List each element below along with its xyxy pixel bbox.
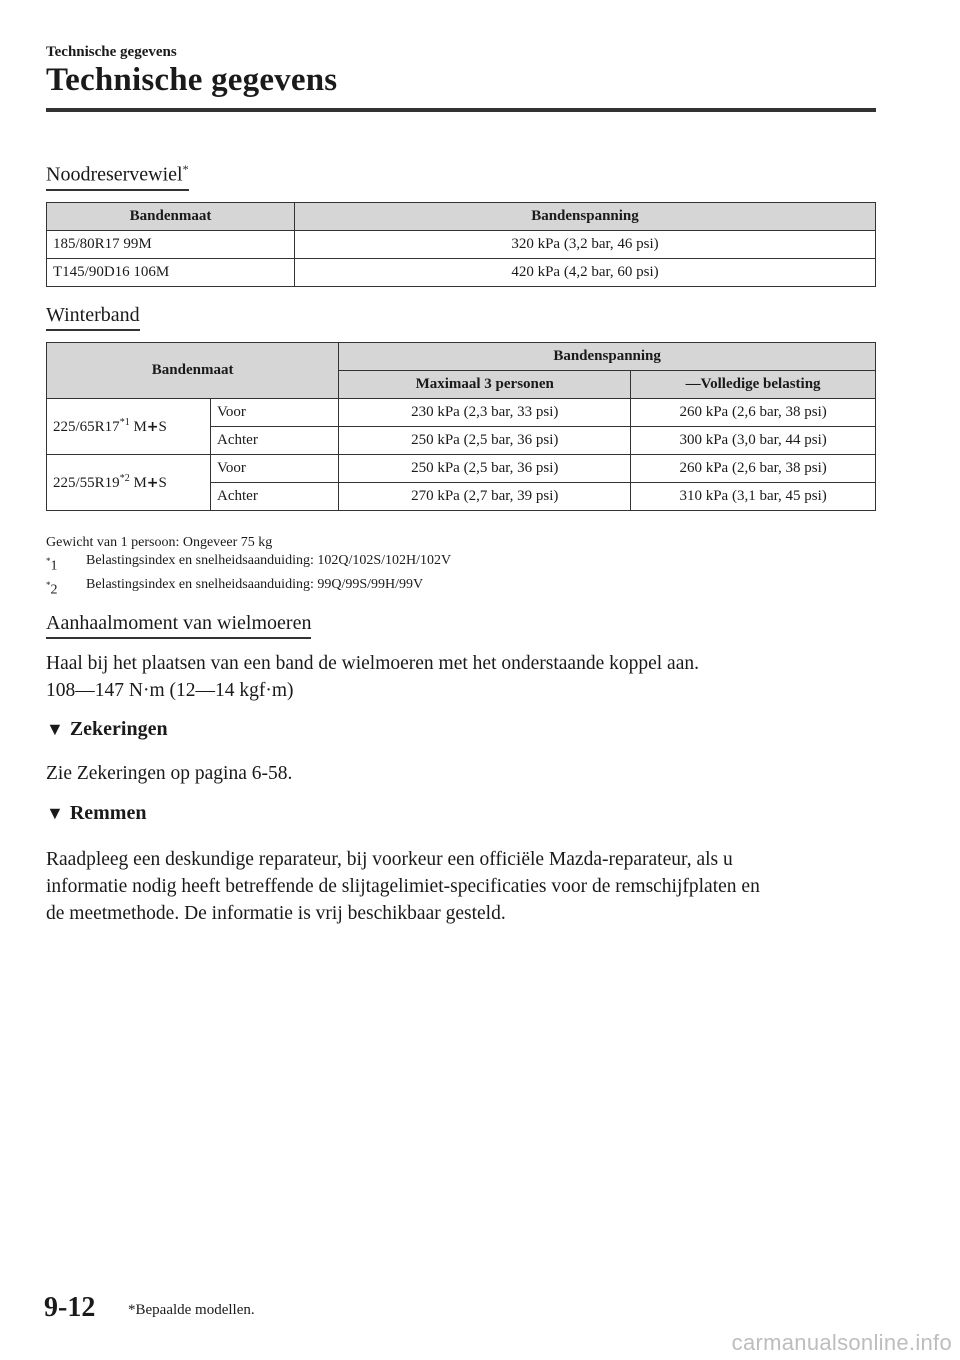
note-1-text: Belastingsindex en snelheidsaanduiding: 102Q/102S/102H/102V: [86, 553, 452, 568]
cell-pressure-max3: 270 kPa (2,7 bar, 39 psi): [339, 483, 631, 511]
triangle-down-icon: ▼: [46, 719, 64, 739]
table-row: [47, 259, 876, 287]
cell-pressure-full: 300 kPa (3,0 bar, 44 psi): [631, 427, 876, 455]
col-header-full-load: ―Volledige belasting: [631, 371, 876, 399]
spare-heading-text: Noodreservewiel: [46, 163, 183, 186]
cell-position: Achter: [211, 427, 339, 455]
cell-tire-size: [47, 399, 211, 455]
spare-wheel-table: [46, 202, 876, 287]
fuses-text: Zie Zekeringen op pagina 6-58.: [46, 763, 293, 784]
table-header-row: [47, 203, 876, 231]
col-header-pressure: Bandenspanning: [339, 343, 876, 371]
note-2-star: *: [46, 579, 51, 590]
page-title: Technische gegevens: [46, 62, 338, 98]
note-2: [46, 576, 451, 600]
col-header-size: Bandenmaat: [47, 203, 295, 231]
brakes-text-3: de meetmethode. De informatie is vrij beschikbaar gesteld.: [46, 903, 506, 924]
torque-text-2: 108―147 N·m (12―14 kgf·m): [46, 680, 294, 701]
note-1-num: 1: [50, 558, 58, 574]
note-2-mark: [46, 576, 86, 600]
cell-pressure-max3: 250 kPa (2,5 bar, 36 psi): [339, 427, 631, 455]
table-row: [47, 399, 876, 427]
mud-snow-plus-icon: +: [146, 419, 159, 435]
cell-tire-size: [47, 455, 211, 511]
triangle-down-icon: ▼: [46, 803, 64, 823]
tire-size-mark: *1: [119, 417, 130, 428]
cell-pressure-full: 260 kPa (2,6 bar, 38 psi): [631, 399, 876, 427]
note-weight: Gewicht van 1 persoon: Ongeveer 75 kg: [46, 535, 273, 550]
spare-wheel-heading: [46, 162, 189, 191]
cell-pressure-full: 310 kPa (3,1 bar, 45 psi): [631, 483, 876, 511]
note-1-star: *: [46, 556, 51, 566]
winter-tire-heading: Winterband: [46, 304, 140, 331]
note-2-text: Belastingsindex en snelheidsaanduiding: 99Q/99S/99H/99V: [86, 576, 424, 592]
fuses-heading-text: Zekeringen: [69, 718, 168, 740]
cell-pressure: 420 kPa (4,2 bar, 60 psi): [295, 259, 876, 287]
cell-position: Voor: [211, 399, 339, 427]
col-header-max3: Maximaal 3 personen: [339, 371, 631, 399]
col-header-size: Bandenmaat: [47, 343, 339, 399]
brakes-text-2: informatie nodig heeft betreffende de slijtagelimiet-specificaties voor de remschijfplaten en: [46, 876, 760, 897]
table-row: [47, 455, 876, 483]
tire-size-text: 225/65R17: [53, 419, 120, 435]
ms-s: S: [158, 475, 167, 491]
cell-position: Voor: [211, 455, 339, 483]
table-row: [47, 231, 876, 259]
cell-pressure: 320 kPa (3,2 bar, 46 psi): [295, 231, 876, 259]
brakes-heading-text: Remmen: [69, 802, 147, 824]
watermark: carmanualsonline.info: [731, 1330, 952, 1355]
cell-size: T145/90D16 106M: [47, 259, 295, 287]
cell-pressure-max3: 230 kPa (2,3 bar, 33 psi): [339, 399, 631, 427]
cell-pressure-full: 260 kPa (2,6 bar, 38 psi): [631, 455, 876, 483]
title-rule: [46, 108, 876, 112]
ms-s: S: [158, 419, 167, 435]
brakes-text-1: Raadpleeg een deskundige reparateur, bij voorkeur een officiële Mazda-reparateur, als u: [46, 849, 733, 870]
cell-size: 185/80R17 99M: [47, 231, 295, 259]
winter-tire-table: [46, 342, 876, 511]
ms-m: M: [133, 475, 147, 491]
table-notes: [46, 534, 451, 599]
cell-pressure-max3: 250 kPa (2,5 bar, 36 psi): [339, 455, 631, 483]
torque-text-1: Haal bij het plaatsen van een band de wielmoeren met het onderstaande koppel aan.: [46, 653, 699, 674]
col-header-pressure: Bandenspanning: [295, 203, 876, 231]
note-2-num: 2: [50, 582, 58, 598]
cell-position: Achter: [211, 483, 339, 511]
note-1: [46, 552, 451, 576]
spare-heading-mark: *: [182, 162, 189, 176]
footnote: *Bepaalde modellen.: [128, 1302, 255, 1318]
brakes-heading: [46, 802, 146, 825]
mud-snow-plus-icon: +: [146, 475, 159, 491]
tire-size-mark: *2: [119, 473, 130, 484]
tire-size-text: 225/55R19: [53, 475, 120, 491]
page-number: 9-12: [44, 1292, 96, 1323]
torque-heading: Aanhaalmoment van wielmoeren: [46, 612, 311, 639]
note-1-mark: [46, 552, 86, 576]
ms-m: M: [133, 419, 147, 435]
table-header-row: [47, 343, 876, 371]
running-head: Technische gegevens: [46, 44, 177, 60]
fuses-heading: [46, 718, 168, 741]
